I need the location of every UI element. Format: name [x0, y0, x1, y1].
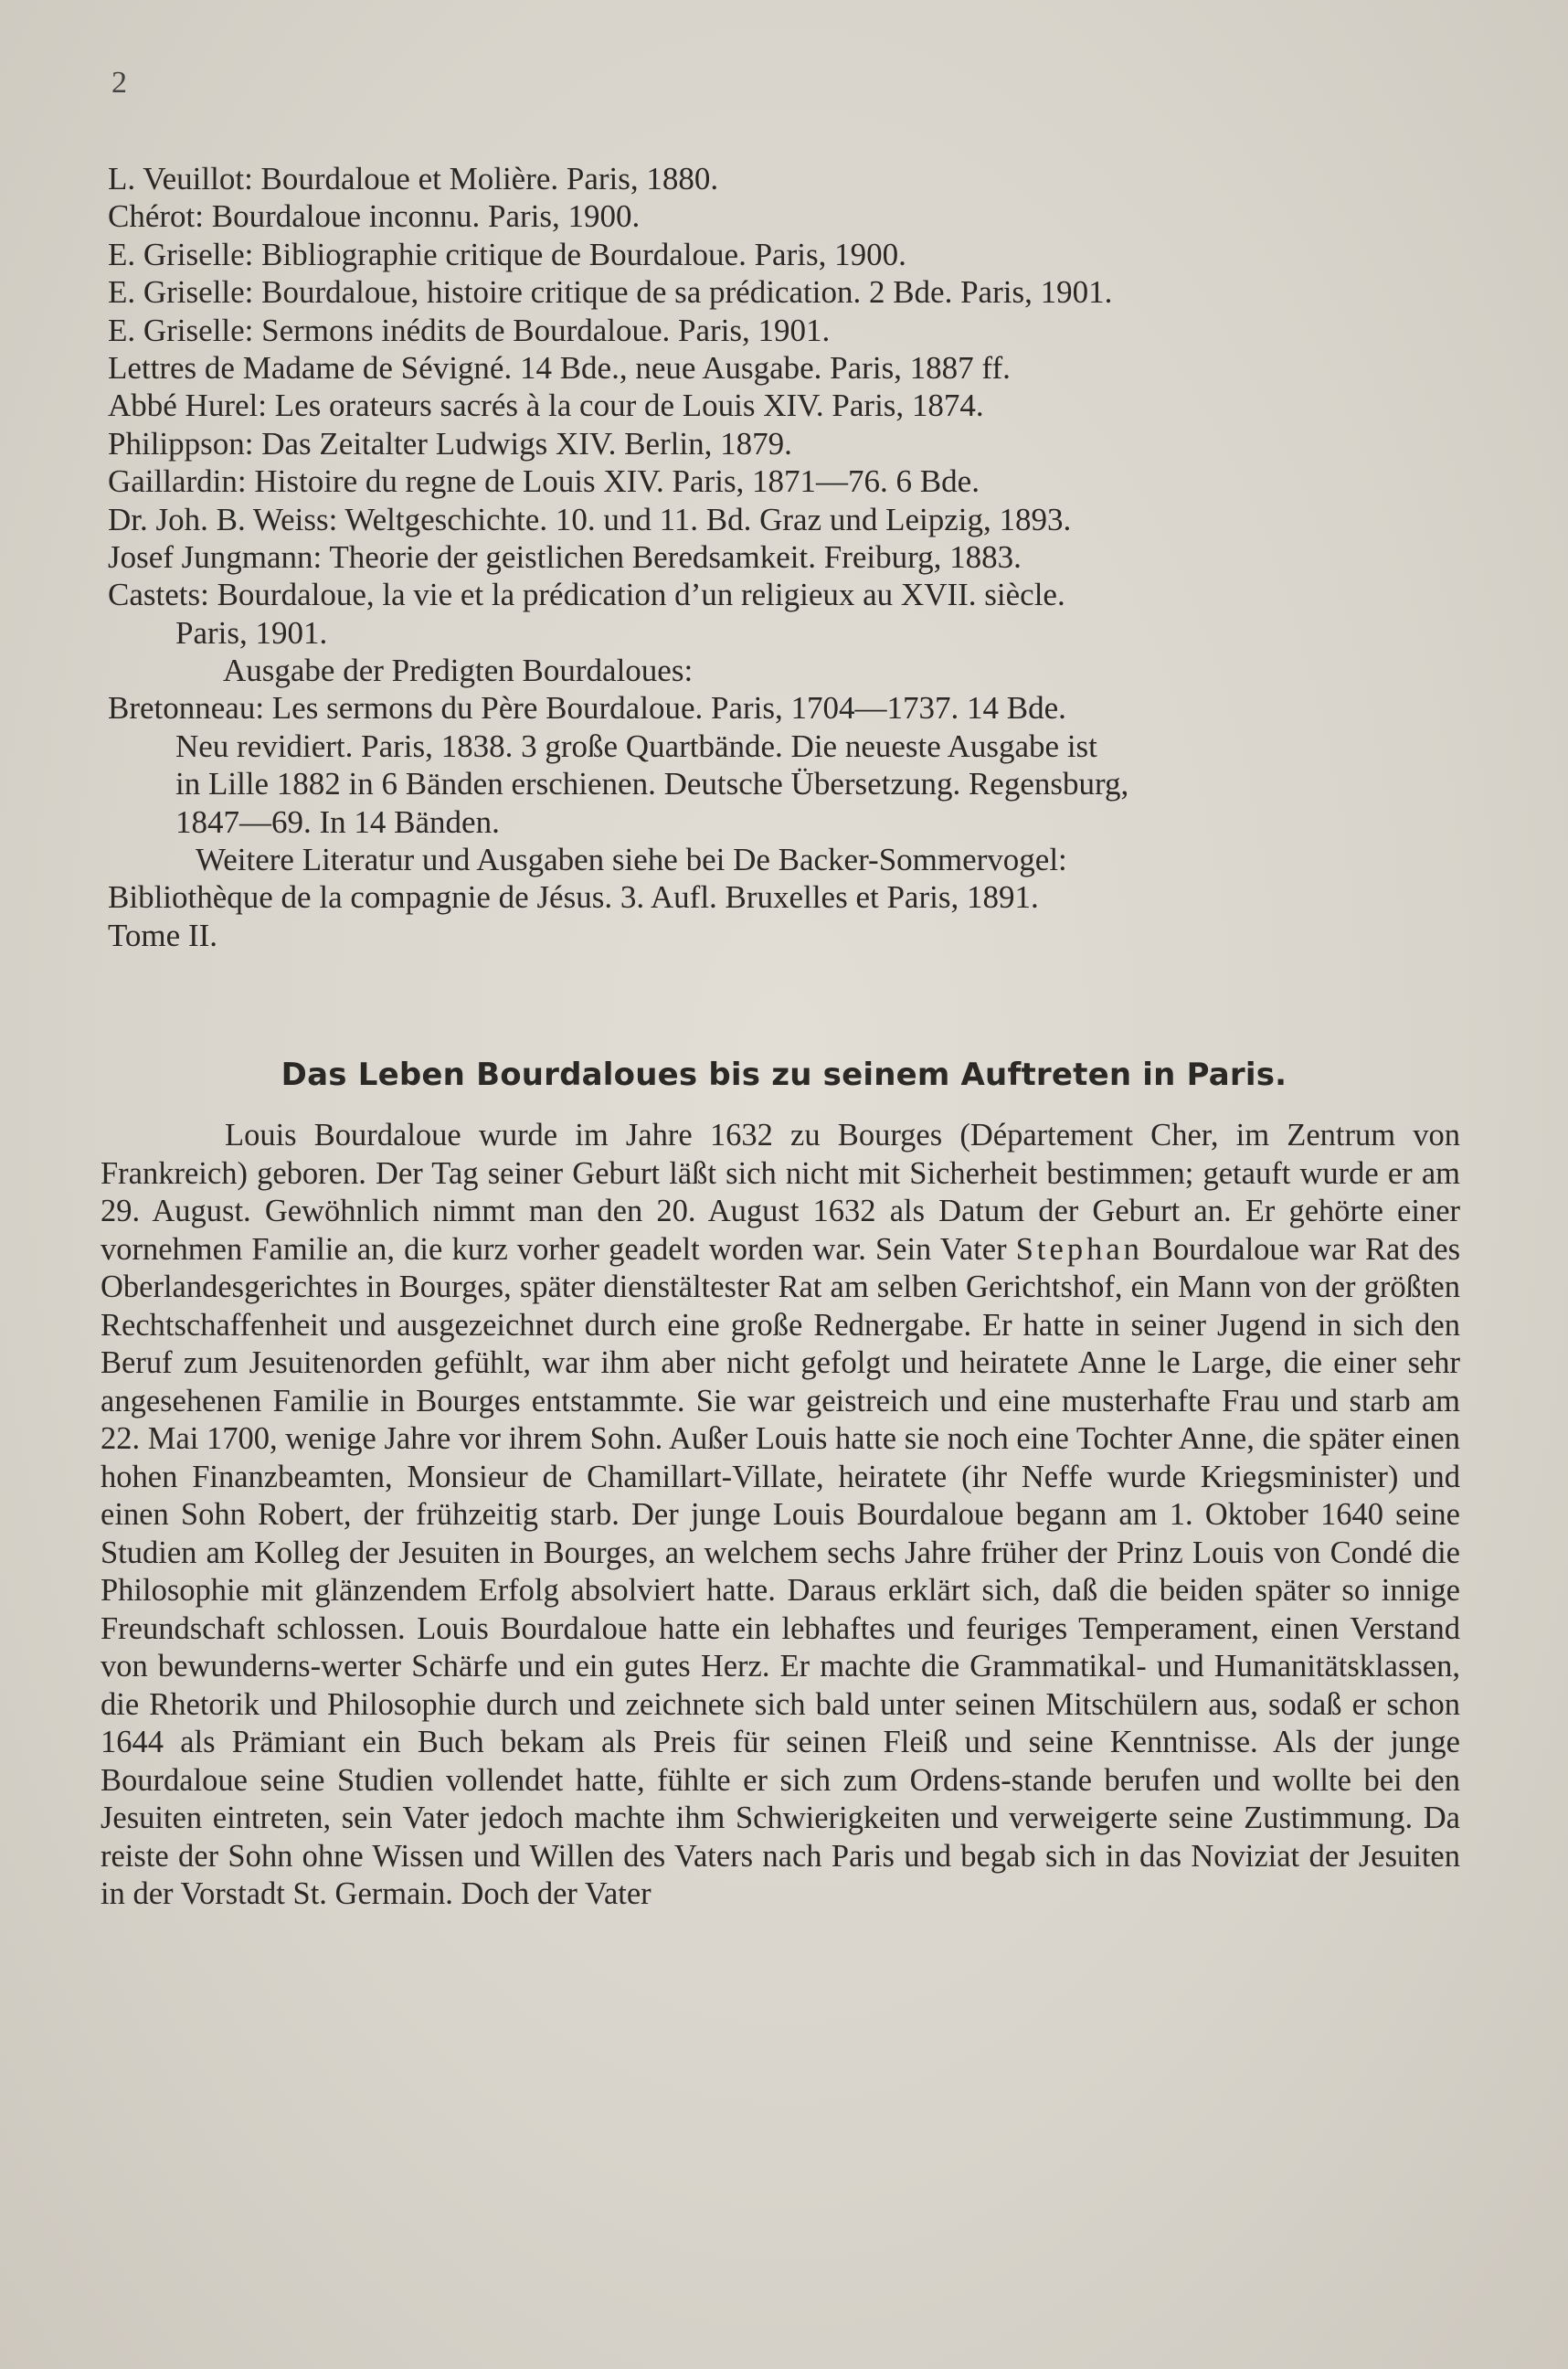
bibliography-subheading: Ausgabe der Predigten Bourdaloues:: [223, 653, 694, 689]
page-number: 2: [111, 66, 127, 100]
bibliography-line: E. Griselle: Bourdaloue, histoire critique de sa prédication. 2 Bde. Paris, 1901.: [108, 274, 1113, 311]
body-text: [101, 1117, 1460, 1914]
paragraph-text-end: Bourdaloue war Rat des Oberlandesgerichtes in Bourges, später dienstältester Rat am selben Gerichtshof, ein Mann von der größten Rechtschaffenheit und ausgezeichnet durch eine große Rednergabe. Er hatte in seiner Jugend in sich den Beruf zum Jesuitenorden gefühlt, war ihm aber nicht gefolgt und heiratete Anne le Large, die einer sehr angesehenen Familie in Bourges entstammte. Sie war geistreich und eine musterhafte Frau und starb am 22. Mai 1700, wenige Jahre vor ihrem Sohn. Außer Louis hatte sie noch eine Tochter Anne, die später einen hohen Finanzbeamten, Monsieur de Chamillart-Villate, heiratete (ihr Neffe wurde Kriegsminister) und einen Sohn Robert, der frühzeitig starb. Der junge Louis Bourdaloue begann am 1. Oktober 1640 seine Studien am Kolleg der Jesuiten in Bourges, an welchem sechs Jahre früher der Prinz Louis von Condé die Philosophie mit glänzendem Erfolg absolviert hatte. Daraus erklärt sich, daß die beiden später so innige Freundschaft schlossen. Louis Bourdaloue hatte ein lebhaftes und feuriges Temperament, einen Verstand von bewunderns-werter Schärfe und ein gutes Herz. Er machte die Grammatikal- und Humanitätsklassen, die Rhetorik und Philosophie durch und zeichnete sich bald unter seinen Mitschülern aus, sodaß er schon 1644 als Prämiant ein Buch bekam als Preis für seinen Fleiß und seine Kenntnisse. Als der junge Bourdaloue seine Studien vollendet hatte, fühlte er sich zum Ordens-stande berufen und wollte bei den Jesuiten eintreten, sein Vater jedoch machte ihm Schwierigkeiten und verweigerte seine Zustimmung. Da reiste der Sohn ohne Wissen und Willen des Vaters nach Paris und begab sich in das Noviziat der Jesuiten in der Vorstadt St. Germain. Doch der Vater: [101, 1231, 1461, 1911]
body-paragraph: [101, 1117, 1460, 1914]
bibliography-line: Lettres de Madame de Sévigné. 14 Bde., neue Ausgabe. Paris, 1887 ff.: [108, 349, 1011, 386]
bibliography-line: Abbé Hurel: Les orateurs sacrés à la cour de Louis XIV. Paris, 1874.: [108, 388, 984, 424]
bibliography-line: Chérot: Bourdaloue inconnu. Paris, 1900.: [108, 198, 641, 235]
bibliography-line: Castets: Bourdaloue, la vie et la prédication d’un religieux au XVII. siècle.: [108, 577, 1065, 613]
bibliography-line: Bretonneau: Les sermons du Père Bourdaloue. Paris, 1704—1737. 14 Bde.: [108, 690, 1066, 727]
bibliography-line: in Lille 1882 in 6 Bänden erschienen. Deutsche Übersetzung. Regensburg,: [175, 766, 1129, 802]
bibliography-line: Neu revidiert. Paris, 1838. 3 große Quartbände. Die neueste Ausgabe ist: [175, 728, 1097, 764]
bibliography-line: L. Veuillot: Bourdaloue et Molière. Paris, 1880.: [108, 161, 719, 197]
bibliography-line: Dr. Joh. B. Weiss: Weltgeschichte. 10. und 11. Bd. Graz und Leipzig, 1893.: [108, 501, 1072, 537]
bibliography-line: Paris, 1901.: [175, 614, 328, 651]
bibliography-list: [108, 160, 1460, 954]
bibliography-line: Tome II.: [108, 917, 218, 953]
bibliography-line: Gaillardin: Histoire du regne de Louis XIV. Paris, 1871—76. 6 Bde.: [108, 463, 980, 500]
bibliography-line: Josef Jungmann: Theorie der geistlichen Beredsamkeit. Freiburg, 1883.: [108, 538, 1022, 575]
section-heading: Das Leben Bourdaloues bis zu seinem Auftreten in Paris.: [281, 1057, 1287, 1093]
bibliography-line: E. Griselle: Sermons inédits de Bourdaloue. Paris, 1901.: [108, 312, 831, 348]
bibliography-line: Bibliothèque de la compagnie de Jésus. 3. Aufl. Bruxelles et Paris, 1891.: [108, 879, 1039, 916]
bibliography-line: Philippson: Das Zeitalter Ludwigs XIV. Berlin, 1879.: [108, 425, 792, 462]
bibliography-line: Weitere Literatur und Ausgaben siehe bei De Backer-Sommervogel:: [196, 842, 1067, 878]
bibliography-line: 1847—69. In 14 Bänden.: [175, 803, 500, 840]
spaced-name: Stephan: [1015, 1231, 1143, 1267]
paragraph-text-start: Louis Bourdaloue wurde im Jahre 1632 zu Bourges (Département Cher, im Zentrum von Frankreich) geboren. Der Tag seiner Geburt läßt sich nicht mit Sicherheit bestimmen; getauft wurde er am 29. August. Gewöhnlich nimmt man den 20. August 1632 als Datum der Geburt an. Er gehörte einer vornehmen Familie an, die kurz vorher geadelt worden war. Sein Vater: [101, 1118, 1460, 1267]
bibliography-line: E. Griselle: Bibliographie critique de Bourdaloue. Paris, 1900.: [108, 236, 906, 272]
